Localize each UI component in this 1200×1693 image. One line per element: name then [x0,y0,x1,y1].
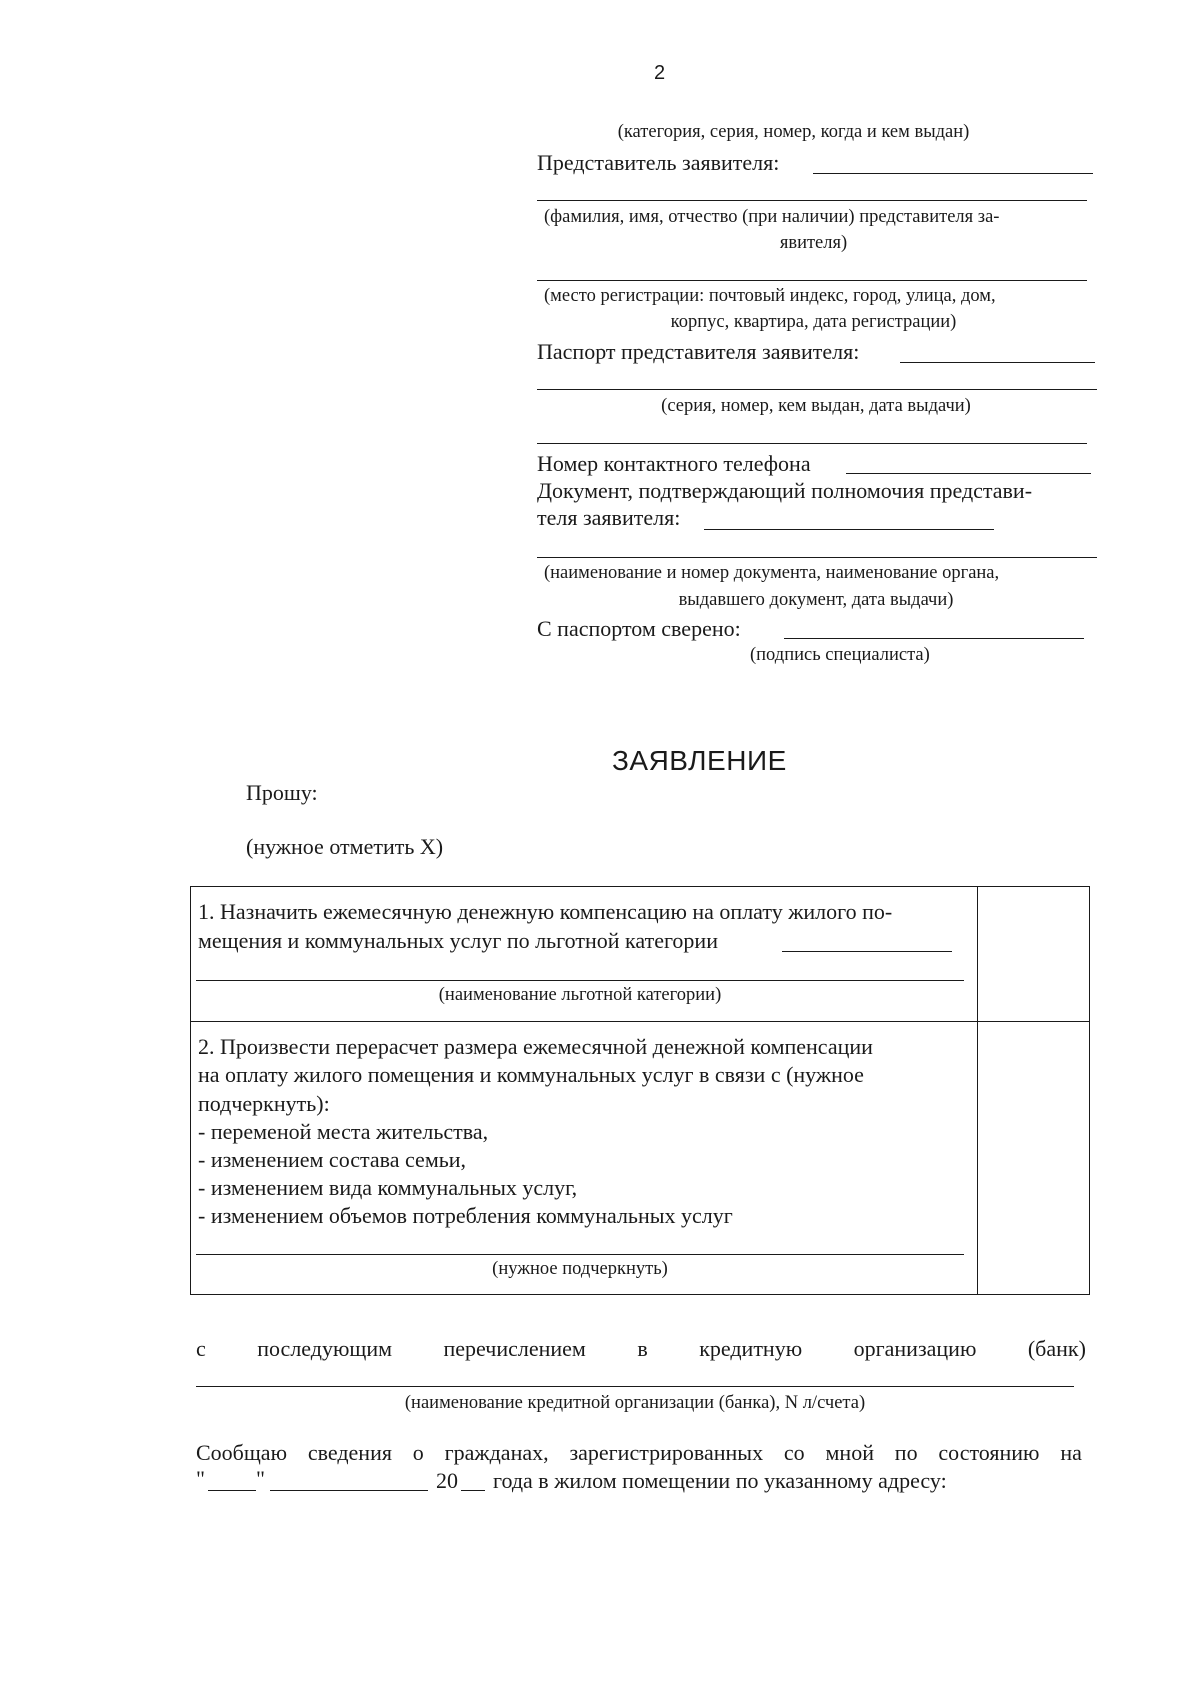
caption-address-line2: корпус, квартира, дата регистрации) [670,312,957,332]
option2-item-utility-type: - изменением вида коммунальных услуг, [198,1175,578,1200]
bank-word: (банк) [1027,1336,1086,1361]
option2-checkbox-cell[interactable] [979,1023,1088,1293]
residents-word: зарегистрированных [569,1440,764,1465]
residents-sentence-line1 [196,1440,1082,1466]
residents-word: о [412,1440,424,1465]
option1-line1: 1. Назначить ежемесячную денежную компенсацию на оплату жилого по- [198,899,893,924]
bank-word: последующим [257,1336,393,1361]
option2-item-residence: - переменой места жительства, [198,1119,489,1144]
residents-word: по [894,1440,918,1465]
caption-document-line2: выдавшего документ, дата выдачи) [678,590,954,610]
date-month-line[interactable] [270,1490,428,1491]
passport-label: Паспорт представителя заявителя: [537,339,860,364]
caption-signature: (подпись специалиста) [750,645,930,665]
residents-word: со [783,1440,805,1465]
statement-title: ЗАЯВЛЕНИЕ [612,745,787,776]
option2-item-utility-volume: - изменением объемов потребления коммунальных услуг [198,1203,733,1228]
date-year-prefix: 20 [436,1468,458,1493]
residents-word: состоянию [938,1440,1040,1465]
date-day-line[interactable] [208,1490,256,1491]
table-column-divider [977,886,978,1295]
authority-line2: теля заявителя: [537,505,681,530]
caption-name-line1: (фамилия, имя, отчество (при наличии) представителя за- [544,207,1000,227]
request-label: Прошу: [246,780,318,805]
passport-details-line[interactable] [537,389,1097,390]
caption-address-line1: (место регистрации: почтовый индекс, город, улица, дом, [544,286,996,306]
option2-line1: 2. Произвести перерасчет размера ежемесячной денежной компенсации [198,1034,873,1059]
residents-line2-text: года в жилом помещении по указанному адресу: [493,1468,947,1493]
specialist-signature-line[interactable] [784,638,1084,639]
verified-label: С паспортом сверено: [537,616,741,641]
phone-field-line[interactable] [846,473,1091,474]
caption-passport: (серия, номер, кем выдан, дата выдачи) [661,396,971,416]
caption-document-line1: (наименование и номер документа, наименование органа, [544,563,1000,583]
bank-word: с [196,1336,206,1361]
date-year-line[interactable] [461,1490,485,1491]
authority-field-line[interactable] [704,529,994,530]
phone-label: Номер контактного телефона [537,451,811,476]
option2-line3: подчеркнуть): [198,1091,330,1116]
representative-name-line[interactable] [537,200,1087,201]
option2-item-family: - изменением состава семьи, [198,1147,467,1172]
authority-document-line[interactable] [537,557,1097,558]
option2-line2: на оплату жилого помещения и коммунальных услуг в связи с (нужное [198,1062,864,1087]
option1-line2: мещения и коммунальных услуг по льготной категории [198,928,718,953]
residents-word: на [1060,1440,1082,1465]
page-number: 2 [654,62,666,84]
mark-instruction: (нужное отметить X) [246,834,444,859]
bank-caption: (наименование кредитной организации (банка), N л/счета) [404,1393,866,1413]
passport-field-line[interactable] [900,362,1095,363]
option2-underline[interactable] [196,1254,964,1255]
residents-word: сведения [307,1440,392,1465]
bank-word: в [637,1336,648,1361]
bank-word: организацию [853,1336,977,1361]
option1-caption: (наименование льготной категории) [438,985,722,1005]
option1-checkbox-cell[interactable] [979,888,1088,1019]
authority-line1: Документ, подтверждающий полномочия представи- [537,478,1033,503]
residents-word: Сообщаю [196,1440,288,1465]
option1-category-line[interactable] [196,980,964,981]
bank-name-line[interactable] [196,1386,1074,1387]
registration-address-line[interactable] [537,280,1087,281]
bank-transfer-sentence [196,1336,1086,1362]
option1-category-short-line[interactable] [782,951,952,952]
residents-word: мной [825,1440,874,1465]
bank-word: кредитную [699,1336,803,1361]
bank-word: перечислением [443,1336,586,1361]
table-row-divider [190,1021,1090,1022]
representative-field-line[interactable] [813,173,1093,174]
caption-name-line2: явителя) [779,233,848,253]
date-quote-close: " [256,1466,265,1491]
date-quote-open: " [196,1466,205,1491]
residents-word: гражданах, [444,1440,549,1465]
caption-license: (категория, серия, номер, когда и кем выдан) [617,122,970,142]
representative-label: Представитель заявителя: [537,150,780,175]
passport-extra-line[interactable] [537,443,1087,444]
option2-caption: (нужное подчеркнуть) [492,1259,668,1279]
